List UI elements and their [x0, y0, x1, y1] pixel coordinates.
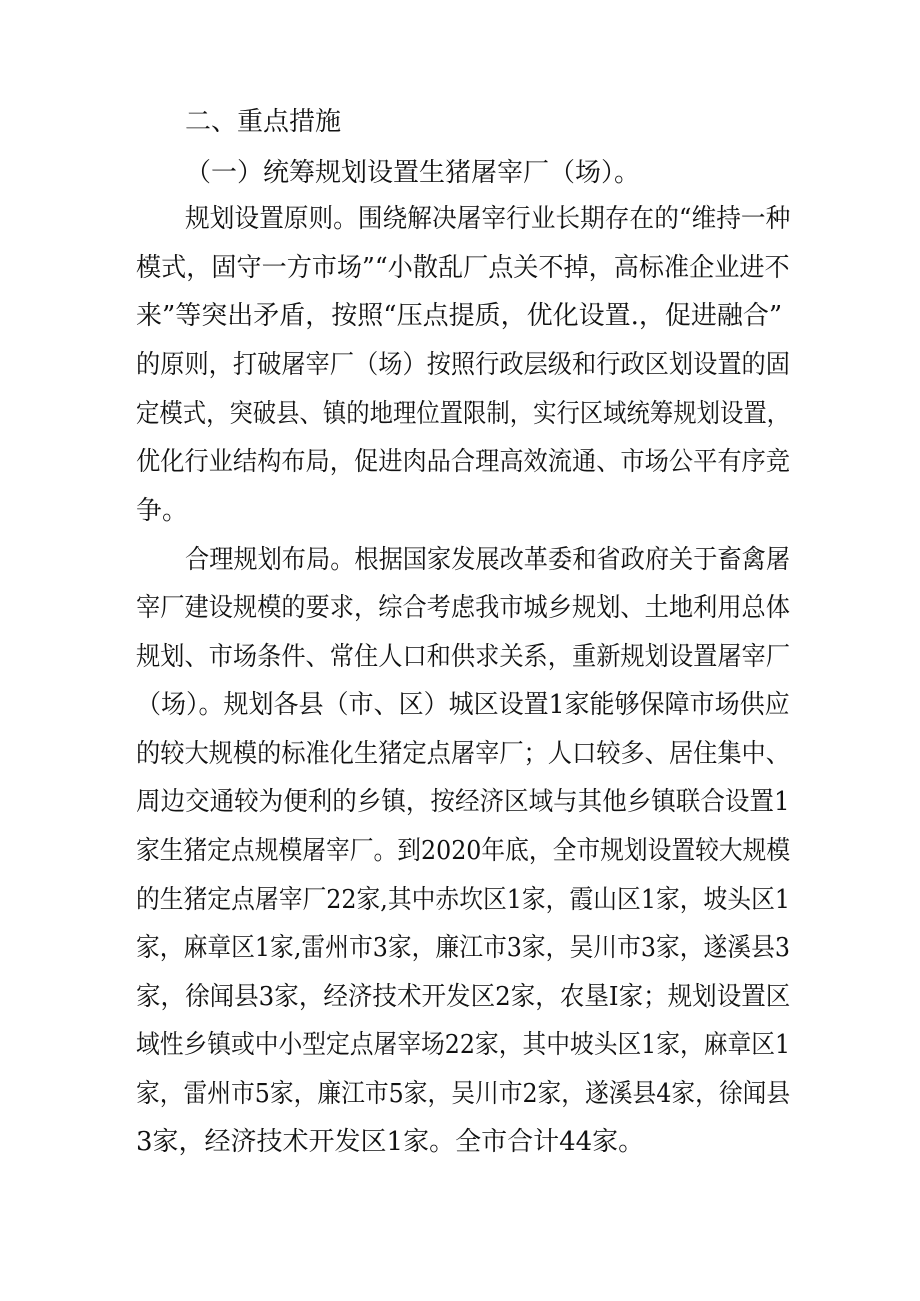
paragraph-line: 家，徐闻县3家，经济技术开发区2家，农垦I家；规划设置区: [136, 982, 791, 1012]
paragraph-line: 周边交通较为便利的乡镇，按经济区域与其他乡镇联合设置1: [136, 787, 790, 817]
paragraph-line: 优化行业结构布局，促进肉品合理高效流通、市场公平有序竞: [136, 447, 790, 477]
paragraph-line: 家，麻章区1家,雷州市3家，廉江市3家，吴川市3家，遂溪县3: [136, 933, 790, 963]
paragraph-line: 的原则，打破屠宰厂（场）按照行政层级和行政区划设置的固: [136, 350, 790, 380]
paragraph-line: 的较大规模的标准化生猪定点屠宰厂；人口较多、居住集中、: [136, 739, 790, 769]
paragraph-line: 宰厂建设规模的要求，综合考虑我市城乡规划、土地利用总体: [136, 593, 790, 623]
paragraph-line: 域性乡镇或中小型定点屠宰场22家，其中坡头区1家，麻章区1: [136, 1030, 791, 1060]
paragraph-line: 的生猪定点屠宰厂22家,其中赤坎区1家，霞山区1家，坡头区1: [136, 885, 790, 915]
paragraph-line: 家生猪定点规模屠宰厂。到2020年底，全市规划设置较大规模: [136, 836, 791, 866]
paragraph-line: 合理规划布局。根据国家发展改革委和省政府关于畜禽屠: [185, 545, 791, 575]
paragraph-line: 争。: [136, 496, 189, 526]
section-heading: 二、重点措施: [185, 107, 342, 137]
paragraph-line: 定模式，突破县、镇的地理位置限制，实行区域统筹规划设置，: [136, 399, 791, 429]
paragraph-line: 规划设置原则。围绕解决屠宰行业长期存在的“维持一种: [185, 204, 791, 234]
paragraph-line: 3家，经济技术开发区1家。全市合计44家。: [136, 1127, 645, 1157]
paragraph-line: 模式，固守一方市场”“小散乱厂点关不掉，高标准企业进不: [136, 253, 790, 283]
subsection-heading: （一）统筹规划设置生猪屠宰厂（场）。: [185, 158, 641, 188]
paragraph-line: 规划、市场条件、常住人口和供求关系，重新规划设置屠宰厂: [136, 642, 790, 672]
paragraph-line: 家，雷州市5家，廉江市5家，吴川市2家，遂溪县4家，徐闻县: [136, 1079, 791, 1109]
paragraph-line: 来”等突出矛盾，按照“压点提质，优化设置.，促进融合”: [136, 301, 783, 331]
paragraph-line: （场）。规划各县（市、区）城区设置1家能够保障市场供应: [136, 690, 790, 720]
